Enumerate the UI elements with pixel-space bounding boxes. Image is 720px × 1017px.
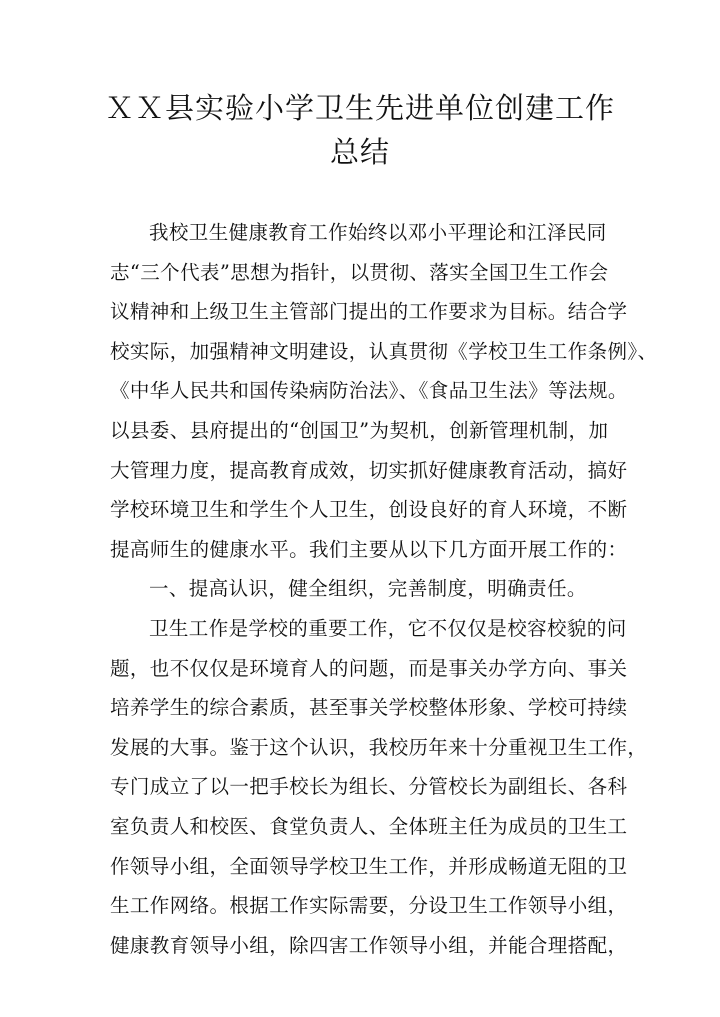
section-heading: 一、提高认识，健全组织，完善制度，明确责任。 xyxy=(149,577,587,601)
paragraph-line: 大管理力度，提高教育成效，切实抓好健康教育活动，搞好 xyxy=(110,458,628,482)
paragraph-line: 发展的大事。鉴于这个认识，我校历年来十分重视卫生工作， xyxy=(110,735,648,759)
title-line-1: ＸＸ县实验小学卫生先进单位创建工作 xyxy=(104,91,615,125)
paragraph-line: 议精神和上级卫生主管部门提出的工作要求为目标。结合学 xyxy=(110,300,628,324)
paragraph-line: 学校环境卫生和学生个人卫生，创设良好的育人环境，不断 xyxy=(110,498,628,522)
title-line-2: 总结 xyxy=(329,135,390,169)
paragraph-line: 培养学生的综合素质，甚至事关学校整体形象、学校可持续 xyxy=(110,696,628,720)
paragraph-line: 作领导小组，全面领导学校卫生工作，并形成畅道无阻的卫 xyxy=(110,854,628,878)
paragraph-line: 卫生工作是学校的重要工作，它不仅仅是校容校貌的问 xyxy=(149,616,627,640)
paragraph-line: 生工作网络。根据工作实际需要，分设卫生工作领导小组， xyxy=(110,894,628,918)
paragraph-line: 《中华人民共和国传染病防治法》、《食品卫生法》等法规。 xyxy=(110,379,628,403)
paragraph-line: 志“三个代表”思想为指针，以贯彻、落实全国卫生工作会 xyxy=(110,260,609,284)
paragraph-line: 校实际，加强精神文明建设，认真贯彻《学校卫生工作条例》、 xyxy=(110,339,658,363)
document-title xyxy=(100,86,620,174)
paragraph-line: 室负责人和校医、食堂负责人、全体班主任为成员的卫生工 xyxy=(110,814,628,838)
paragraph-line: 提高师生的健康水平。我们主要从以下几方面开展工作的： xyxy=(110,537,628,561)
paragraph-line: 题，也不仅仅是环境育人的问题，而是事关办学方向、事关 xyxy=(110,656,628,680)
paragraph-line: 以县委、县府提出的“创国卫”为契机，创新管理机制，加 xyxy=(110,418,609,442)
paragraph-line: 我校卫生健康教育工作始终以邓小平理论和江泽民同 xyxy=(149,221,607,244)
paragraph-line: 健康教育领导小组，除四害工作领导小组，并能合理搭配， xyxy=(110,933,628,957)
document-body xyxy=(110,213,658,965)
paragraph-line: 专门成立了以一把手校长为组长、分管校长为副组长、各科 xyxy=(110,775,628,799)
